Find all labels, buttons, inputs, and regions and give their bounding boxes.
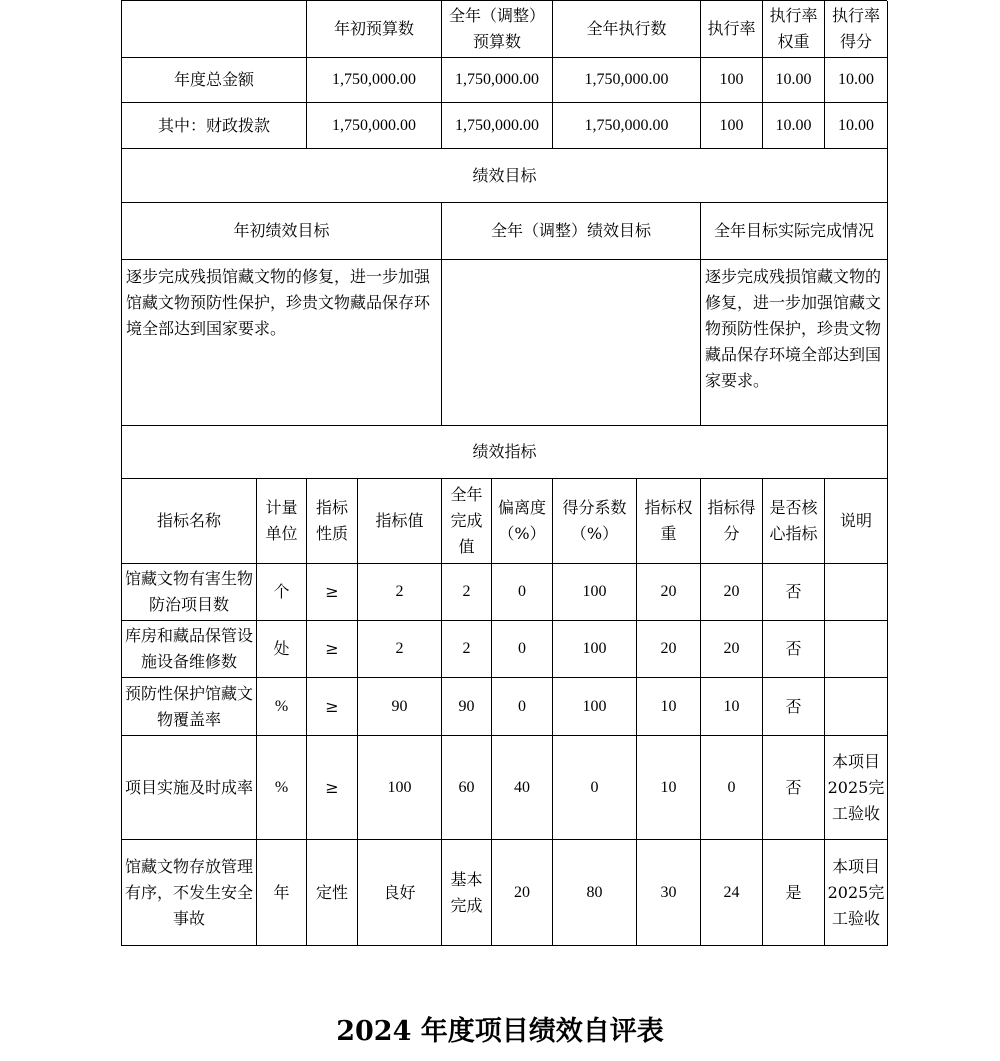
indicator-core: 否 — [763, 621, 825, 678]
indicator-target: 2 — [358, 564, 442, 621]
budget-cell-rate: 100 — [701, 103, 763, 149]
indicator-actual: 90 — [442, 678, 492, 736]
indicator-nature: ≥ — [307, 736, 358, 840]
indicator-note — [825, 621, 888, 678]
budget-header-adjusted: 全年（调整）预算数 — [442, 1, 553, 58]
indicator-deviation: 0 — [492, 621, 553, 678]
indicator-name: 馆藏文物存放管理有序，不发生安全事故 — [122, 840, 257, 946]
indicator-header-deviation: 偏离度（%） — [492, 479, 553, 564]
indicator-header-core: 是否核心指标 — [763, 479, 825, 564]
indicator-core: 是 — [763, 840, 825, 946]
budget-header-score: 执行率得分 — [825, 1, 888, 58]
budget-header-weight: 执行率权重 — [763, 1, 825, 58]
indicator-header-weight: 指标权重 — [637, 479, 701, 564]
indicator-deviation: 0 — [492, 564, 553, 621]
indicator-target: 90 — [358, 678, 442, 736]
indicator-note — [825, 678, 888, 736]
indicator-coefficient: 100 — [553, 678, 637, 736]
indicator-nature: ≥ — [307, 621, 358, 678]
indicator-target: 良好 — [358, 840, 442, 946]
indicator-actual: 2 — [442, 564, 492, 621]
indicator-nature: 定性 — [307, 840, 358, 946]
budget-cell-adjusted: 1,750,000.00 — [442, 58, 553, 103]
budget-cell-executed: 1,750,000.00 — [553, 103, 701, 149]
goals-actual-text: 逐步完成残损馆藏文物的修复，进一步加强馆藏文物预防性保护，珍贵文物藏品保存环境全部达到国家要求。 — [701, 260, 888, 426]
indicator-weight: 10 — [637, 678, 701, 736]
indicator-header-actual: 全年完成值 — [442, 479, 492, 564]
indicator-coefficient: 80 — [553, 840, 637, 946]
indicator-core: 否 — [763, 564, 825, 621]
indicator-score: 0 — [701, 736, 763, 840]
indicator-nature: ≥ — [307, 564, 358, 621]
indicator-deviation: 20 — [492, 840, 553, 946]
indicator-weight: 20 — [637, 564, 701, 621]
indicator-unit: 年 — [257, 840, 307, 946]
indicator-core: 否 — [763, 678, 825, 736]
indicator-target: 2 — [358, 621, 442, 678]
budget-cell-executed: 1,750,000.00 — [553, 58, 701, 103]
indicator-name: 馆藏文物有害生物防治项目数 — [122, 564, 257, 621]
budget-row-label: 其中：财政拨款 — [122, 103, 307, 149]
goals-adjusted-header: 全年（调整）绩效目标 — [442, 203, 701, 260]
indicator-target: 100 — [358, 736, 442, 840]
budget-header-blank — [122, 1, 307, 58]
indicators-section-title: 绩效指标 — [122, 426, 888, 479]
indicator-header-name: 指标名称 — [122, 479, 257, 564]
budget-cell-initial: 1,750,000.00 — [307, 58, 442, 103]
budget-cell-adjusted: 1,750,000.00 — [442, 103, 553, 149]
indicator-unit: % — [257, 678, 307, 736]
budget-cell-weight: 10.00 — [763, 58, 825, 103]
indicator-score: 24 — [701, 840, 763, 946]
indicator-deviation: 0 — [492, 678, 553, 736]
goals-section-title: 绩效目标 — [122, 149, 888, 203]
indicator-score: 20 — [701, 621, 763, 678]
indicator-coefficient: 100 — [553, 564, 637, 621]
footer-title: 2024 年度项目绩效自评表 — [336, 1016, 664, 1047]
budget-header-executed: 全年执行数 — [553, 1, 701, 58]
indicator-header-target: 指标值 — [358, 479, 442, 564]
goals-adjusted-text — [442, 260, 701, 426]
budget-header-rate: 执行率 — [701, 1, 763, 58]
goals-actual-header: 全年目标实际完成情况 — [701, 203, 888, 260]
indicator-score: 10 — [701, 678, 763, 736]
indicator-actual: 基本完成 — [442, 840, 492, 946]
indicator-header-unit: 计量单位 — [257, 479, 307, 564]
indicator-name: 预防性保护馆藏文物覆盖率 — [122, 678, 257, 736]
indicator-unit: 个 — [257, 564, 307, 621]
indicator-actual: 2 — [442, 621, 492, 678]
indicator-note — [825, 564, 888, 621]
indicator-weight: 10 — [637, 736, 701, 840]
budget-header-initial: 年初预算数 — [307, 1, 442, 58]
indicator-core: 否 — [763, 736, 825, 840]
indicator-note: 本项目2025完工验收 — [825, 840, 888, 946]
budget-cell-weight: 10.00 — [763, 103, 825, 149]
indicator-nature: ≥ — [307, 678, 358, 736]
budget-cell-initial: 1,750,000.00 — [307, 103, 442, 149]
indicator-header-score: 指标得分 — [701, 479, 763, 564]
indicator-weight: 30 — [637, 840, 701, 946]
indicator-name: 库房和藏品保管设施设备维修数 — [122, 621, 257, 678]
indicator-name: 项目实施及时成率 — [122, 736, 257, 840]
indicator-deviation: 40 — [492, 736, 553, 840]
indicator-header-nature: 指标性质 — [307, 479, 358, 564]
indicator-weight: 20 — [637, 621, 701, 678]
indicator-coefficient: 0 — [553, 736, 637, 840]
indicator-header-coefficient: 得分系数（%） — [553, 479, 637, 564]
indicator-unit: 处 — [257, 621, 307, 678]
goals-initial-text: 逐步完成残损馆藏文物的修复，进一步加强馆藏文物预防性保护，珍贵文物藏品保存环境全部达到国家要求。 — [122, 260, 442, 426]
budget-row-label: 年度总金额 — [122, 58, 307, 103]
budget-cell-score: 10.00 — [825, 58, 888, 103]
budget-cell-score: 10.00 — [825, 103, 888, 149]
indicator-header-note: 说明 — [825, 479, 888, 564]
indicator-score: 20 — [701, 564, 763, 621]
goals-initial-header: 年初绩效目标 — [122, 203, 442, 260]
budget-cell-rate: 100 — [701, 58, 763, 103]
indicator-unit: % — [257, 736, 307, 840]
indicator-actual: 60 — [442, 736, 492, 840]
performance-table — [121, 0, 887, 946]
indicator-coefficient: 100 — [553, 621, 637, 678]
indicator-note: 本项目2025完工验收 — [825, 736, 888, 840]
